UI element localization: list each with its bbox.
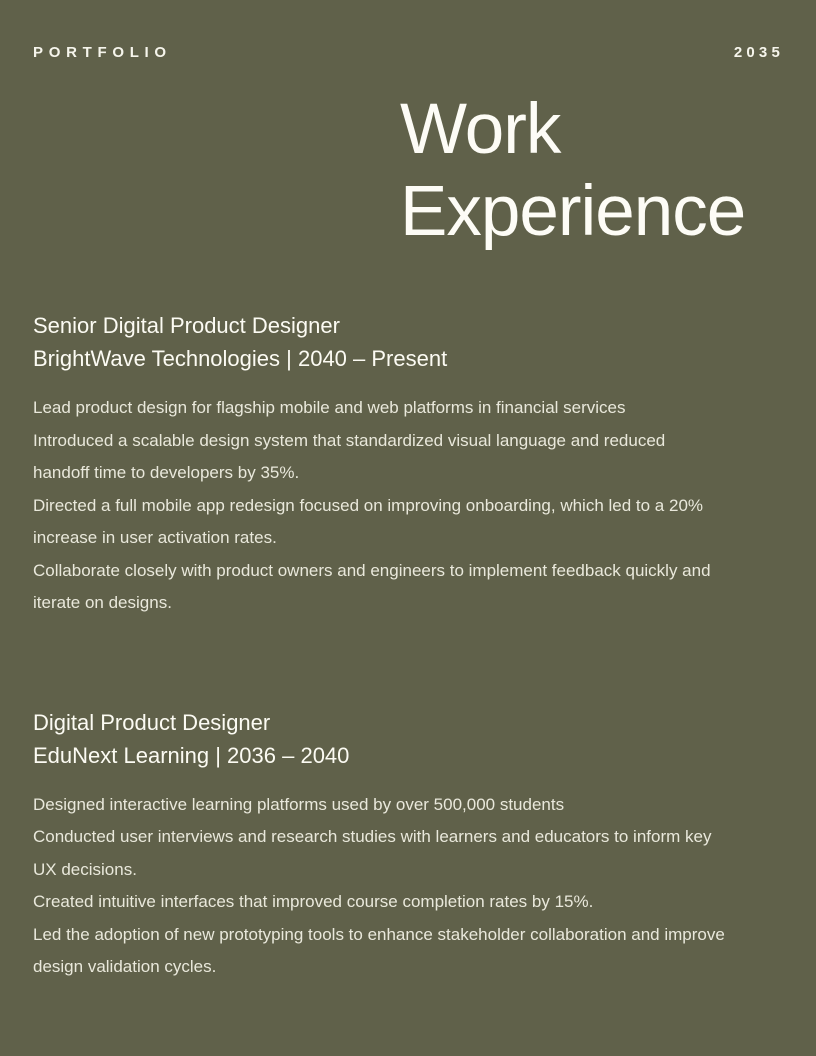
job-description bbox=[33, 789, 725, 984]
job-bullet: Introduced a scalable design system that standardized visual language and reduced handoff time to developers by 35%. bbox=[33, 430, 666, 482]
page-title-line-2: Experience bbox=[400, 172, 746, 251]
job-bullet: Created intuitive interfaces that improved course completion rates by 15%. bbox=[33, 892, 594, 911]
job-heading bbox=[33, 309, 756, 375]
page-title-line-1: Work bbox=[400, 90, 561, 169]
brand-label: PORTFOLIO bbox=[33, 44, 172, 61]
job-bullet: Designed interactive learning platforms used by over 500,000 students bbox=[33, 794, 565, 814]
job-heading bbox=[33, 706, 756, 772]
top-bar bbox=[0, 0, 816, 61]
job-company-dates: BrightWave Technologies | 2040 – Present bbox=[33, 346, 448, 371]
job-section-edunext bbox=[33, 706, 756, 984]
job-role: Digital Product Designer bbox=[33, 709, 271, 735]
page-title bbox=[400, 89, 776, 253]
year-label: 2035 bbox=[733, 44, 784, 61]
job-bullet: Lead product design for flagship mobile and web platforms in financial services bbox=[33, 398, 626, 417]
job-bullet: Collaborate closely with product owners and engineers to implement feedback quickly and iterate on designs. bbox=[33, 560, 711, 612]
job-bullet: Conducted user interviews and research studies with learners and educators to inform key UX decisions. bbox=[33, 827, 712, 879]
job-company-dates: EduNext Learning | 2036 – 2040 bbox=[33, 742, 350, 768]
job-section-brightwave bbox=[33, 309, 756, 620]
job-bullet: Directed a full mobile app redesign focused on improving onboarding, which led to a 20% increase in user activation rates. bbox=[33, 495, 704, 547]
job-description bbox=[33, 392, 725, 620]
job-bullet: Led the adoption of new prototyping tools to enhance stakeholder collaboration and improve design validation cycles. bbox=[33, 924, 725, 976]
job-role: Senior Digital Product Designer bbox=[33, 313, 340, 338]
